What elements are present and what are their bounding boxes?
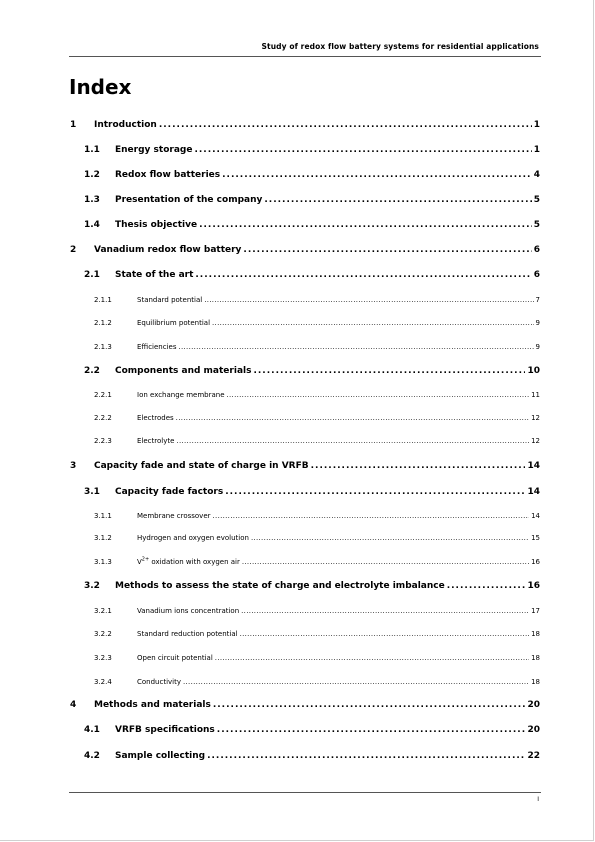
toc-entry-page: 12	[531, 437, 540, 445]
page-number: I	[537, 796, 539, 803]
toc-entry[interactable]	[84, 581, 540, 591]
toc-entry-label: Introduction	[94, 120, 157, 130]
toc-entry-page: 16	[531, 558, 540, 566]
toc-entry-number: 3.1.2	[94, 534, 112, 542]
toc-leader-dots	[447, 581, 526, 591]
toc-entry-number: 3.1.1	[94, 512, 112, 520]
toc-entry-number: 2.1	[84, 270, 100, 280]
toc-leader-dots	[311, 461, 526, 471]
toc-entry-number: 2.2.1	[94, 391, 112, 399]
toc-entry-number: 2.1.1	[94, 296, 112, 304]
toc-leader-dots	[264, 195, 531, 205]
toc-entry-page: 7	[535, 296, 540, 304]
toc-entry[interactable]	[94, 319, 540, 327]
toc-entry-number: 4	[70, 700, 77, 710]
toc-entry-page: 14	[531, 512, 540, 520]
toc-entry[interactable]	[94, 607, 540, 615]
toc-entry-label: Presentation of the company	[115, 195, 263, 205]
toc-entry-number: 1.3	[84, 195, 100, 205]
toc-entry-number: 3.2.1	[94, 607, 112, 615]
toc-entry-label: Standard reduction potential	[137, 630, 238, 638]
toc-leader-dots	[217, 725, 526, 735]
toc-entry-number: 3.1	[84, 487, 100, 497]
toc-entry-number: 3.1.3	[94, 558, 112, 566]
toc-entry[interactable]	[70, 461, 540, 471]
toc-entry-number: 4.1	[84, 725, 100, 735]
footer-rule	[69, 792, 541, 793]
toc-entry-page: 18	[531, 678, 540, 686]
toc-entry[interactable]	[94, 343, 540, 351]
toc-entry[interactable]	[84, 195, 540, 205]
toc-entry[interactable]	[94, 414, 540, 422]
toc-entry-label: Ion exchange membrane	[137, 391, 225, 399]
toc-leader-dots	[207, 751, 525, 761]
toc-entry-label: Vanadium redox flow battery	[94, 245, 242, 255]
toc-entry-number: 3.2.4	[94, 678, 112, 686]
toc-leader-dots	[199, 220, 532, 230]
toc-entry-label: Methods and materials	[94, 700, 211, 710]
toc-entry-number: 1	[70, 120, 77, 130]
toc-entry[interactable]	[94, 678, 540, 686]
toc-leader-dots	[222, 170, 532, 180]
toc-leader-dots	[178, 343, 533, 351]
toc-entry-number: 3.2	[84, 581, 100, 591]
toc-entry-number: 1.4	[84, 220, 100, 230]
toc-entry-page: 10	[527, 366, 540, 376]
toc-leader-dots	[195, 270, 531, 280]
page-title: Index	[69, 75, 132, 99]
toc-entry-number: 1.1	[84, 145, 100, 155]
toc-entry-number: 2.2.3	[94, 437, 112, 445]
toc-entry-page: 17	[531, 607, 540, 615]
toc-entry[interactable]	[84, 220, 540, 230]
toc-leader-dots	[204, 296, 533, 304]
toc-entry[interactable]	[84, 725, 540, 735]
toc-entry-label: Open circuit potential	[137, 654, 213, 662]
toc-entry-page: 20	[527, 700, 540, 710]
toc-entry-label-rest: oxidation with oxygen air	[149, 558, 240, 566]
toc-entry-page: 12	[531, 414, 540, 422]
toc-entry-number: 2.1.2	[94, 319, 112, 327]
toc-leader-dots	[215, 654, 529, 662]
running-header: Study of redox flow battery systems for residential applications	[261, 42, 539, 51]
toc-entry[interactable]	[84, 751, 540, 761]
toc-leader-dots	[176, 437, 529, 445]
toc-leader-dots	[213, 512, 530, 520]
toc-entry[interactable]	[94, 437, 540, 445]
toc-entry[interactable]	[84, 366, 540, 376]
toc-entry-label: VRFB specifications	[115, 725, 215, 735]
toc-entry[interactable]	[70, 700, 540, 710]
toc-entry[interactable]	[94, 296, 540, 304]
toc-entry-page: 5	[533, 220, 540, 230]
toc-entry-label: Capacity fade and state of charge in VRFB	[94, 461, 309, 471]
toc-entry-page: 6	[533, 245, 540, 255]
toc-leader-dots	[212, 319, 534, 327]
toc-entry-page: 18	[531, 630, 540, 638]
toc-leader-dots	[227, 391, 530, 399]
toc-leader-dots	[243, 245, 531, 255]
toc-entry-page: 9	[535, 343, 540, 351]
toc-entry-label: Thesis objective	[115, 220, 198, 230]
toc-entry-page: 18	[531, 654, 540, 662]
toc-entry-label-superscript: 2+	[141, 556, 150, 563]
toc-entry-number: 2.1.3	[94, 343, 112, 351]
toc-leader-dots	[176, 414, 529, 422]
toc-entry-number: 4.2	[84, 751, 100, 761]
toc-leader-dots	[242, 558, 529, 566]
toc-entry-number: 3.2.3	[94, 654, 112, 662]
toc-entry-label	[137, 558, 240, 566]
toc-leader-dots	[194, 145, 531, 155]
toc-entry-page: 9	[535, 319, 540, 327]
toc-entry-page: 4	[533, 170, 540, 180]
toc-leader-dots	[225, 487, 525, 497]
toc-entry[interactable]	[94, 654, 540, 662]
toc-entry-label: Methods to assess the state of charge and electrolyte imbalance	[115, 581, 445, 591]
toc-entry-label: Standard potential	[137, 296, 203, 304]
toc-leader-dots	[241, 607, 529, 615]
toc-entry[interactable]	[94, 512, 540, 520]
toc-entry-page: 14	[527, 461, 540, 471]
toc-leader-dots	[251, 534, 529, 542]
toc-leader-dots	[213, 700, 526, 710]
toc-entry[interactable]	[70, 245, 540, 255]
toc-entry-page: 5	[533, 195, 540, 205]
toc-entry[interactable]	[84, 170, 540, 180]
toc-entry-label: Hydrogen and oxygen evolution	[137, 534, 249, 542]
toc-entry[interactable]	[70, 120, 540, 130]
toc-entry-label: Electrolyte	[137, 437, 175, 445]
toc-entry-page: 1	[533, 120, 540, 130]
toc-entry[interactable]	[94, 391, 540, 399]
toc-entry[interactable]	[94, 534, 540, 542]
toc-entry-page: 14	[527, 487, 540, 497]
toc-entry-label: Membrane crossover	[137, 512, 211, 520]
toc-entry-label: Electrodes	[137, 414, 174, 422]
toc-entry-number: 3.2.2	[94, 630, 112, 638]
toc-entry[interactable]	[94, 558, 540, 566]
toc-leader-dots	[159, 120, 532, 130]
toc-entry-page: 6	[533, 270, 540, 280]
toc-entry-label: Efficiencies	[137, 343, 177, 351]
toc-entry[interactable]	[84, 145, 540, 155]
toc-leader-dots	[240, 630, 529, 638]
toc-entry[interactable]	[84, 487, 540, 497]
toc-entry-number: 2.2	[84, 366, 100, 376]
toc-entry[interactable]	[84, 270, 540, 280]
header-rule	[69, 56, 541, 57]
toc-entry-page: 20	[527, 725, 540, 735]
toc-entry-label: Equilibrium potential	[137, 319, 211, 327]
toc-entry-label: Redox flow batteries	[115, 170, 221, 180]
toc-entry[interactable]	[94, 630, 540, 638]
toc-entry-number: 2.2.2	[94, 414, 112, 422]
toc-entry-page: 11	[531, 391, 540, 399]
toc-entry-label: Conductivity	[137, 678, 181, 686]
toc-entry-label: Capacity fade factors	[115, 487, 224, 497]
toc-entry-label: Components and materials	[115, 366, 252, 376]
toc-leader-dots	[183, 678, 529, 686]
toc-entry-number: 2	[70, 245, 77, 255]
toc-entry-page: 15	[531, 534, 540, 542]
toc-entry-label-base: V	[137, 558, 142, 566]
toc-entry-page: 16	[527, 581, 540, 591]
toc-entry-number: 1.2	[84, 170, 100, 180]
toc-entry-label: Energy storage	[115, 145, 193, 155]
toc-entry-page: 22	[527, 751, 540, 761]
toc-entry-page: 1	[533, 145, 540, 155]
toc-leader-dots	[253, 366, 525, 376]
toc-entry-label: Vanadium ions concentration	[137, 607, 240, 615]
toc-entry-number: 3	[70, 461, 77, 471]
toc-entry-label: Sample collecting	[115, 751, 206, 761]
toc-entry-label: State of the art	[115, 270, 194, 280]
